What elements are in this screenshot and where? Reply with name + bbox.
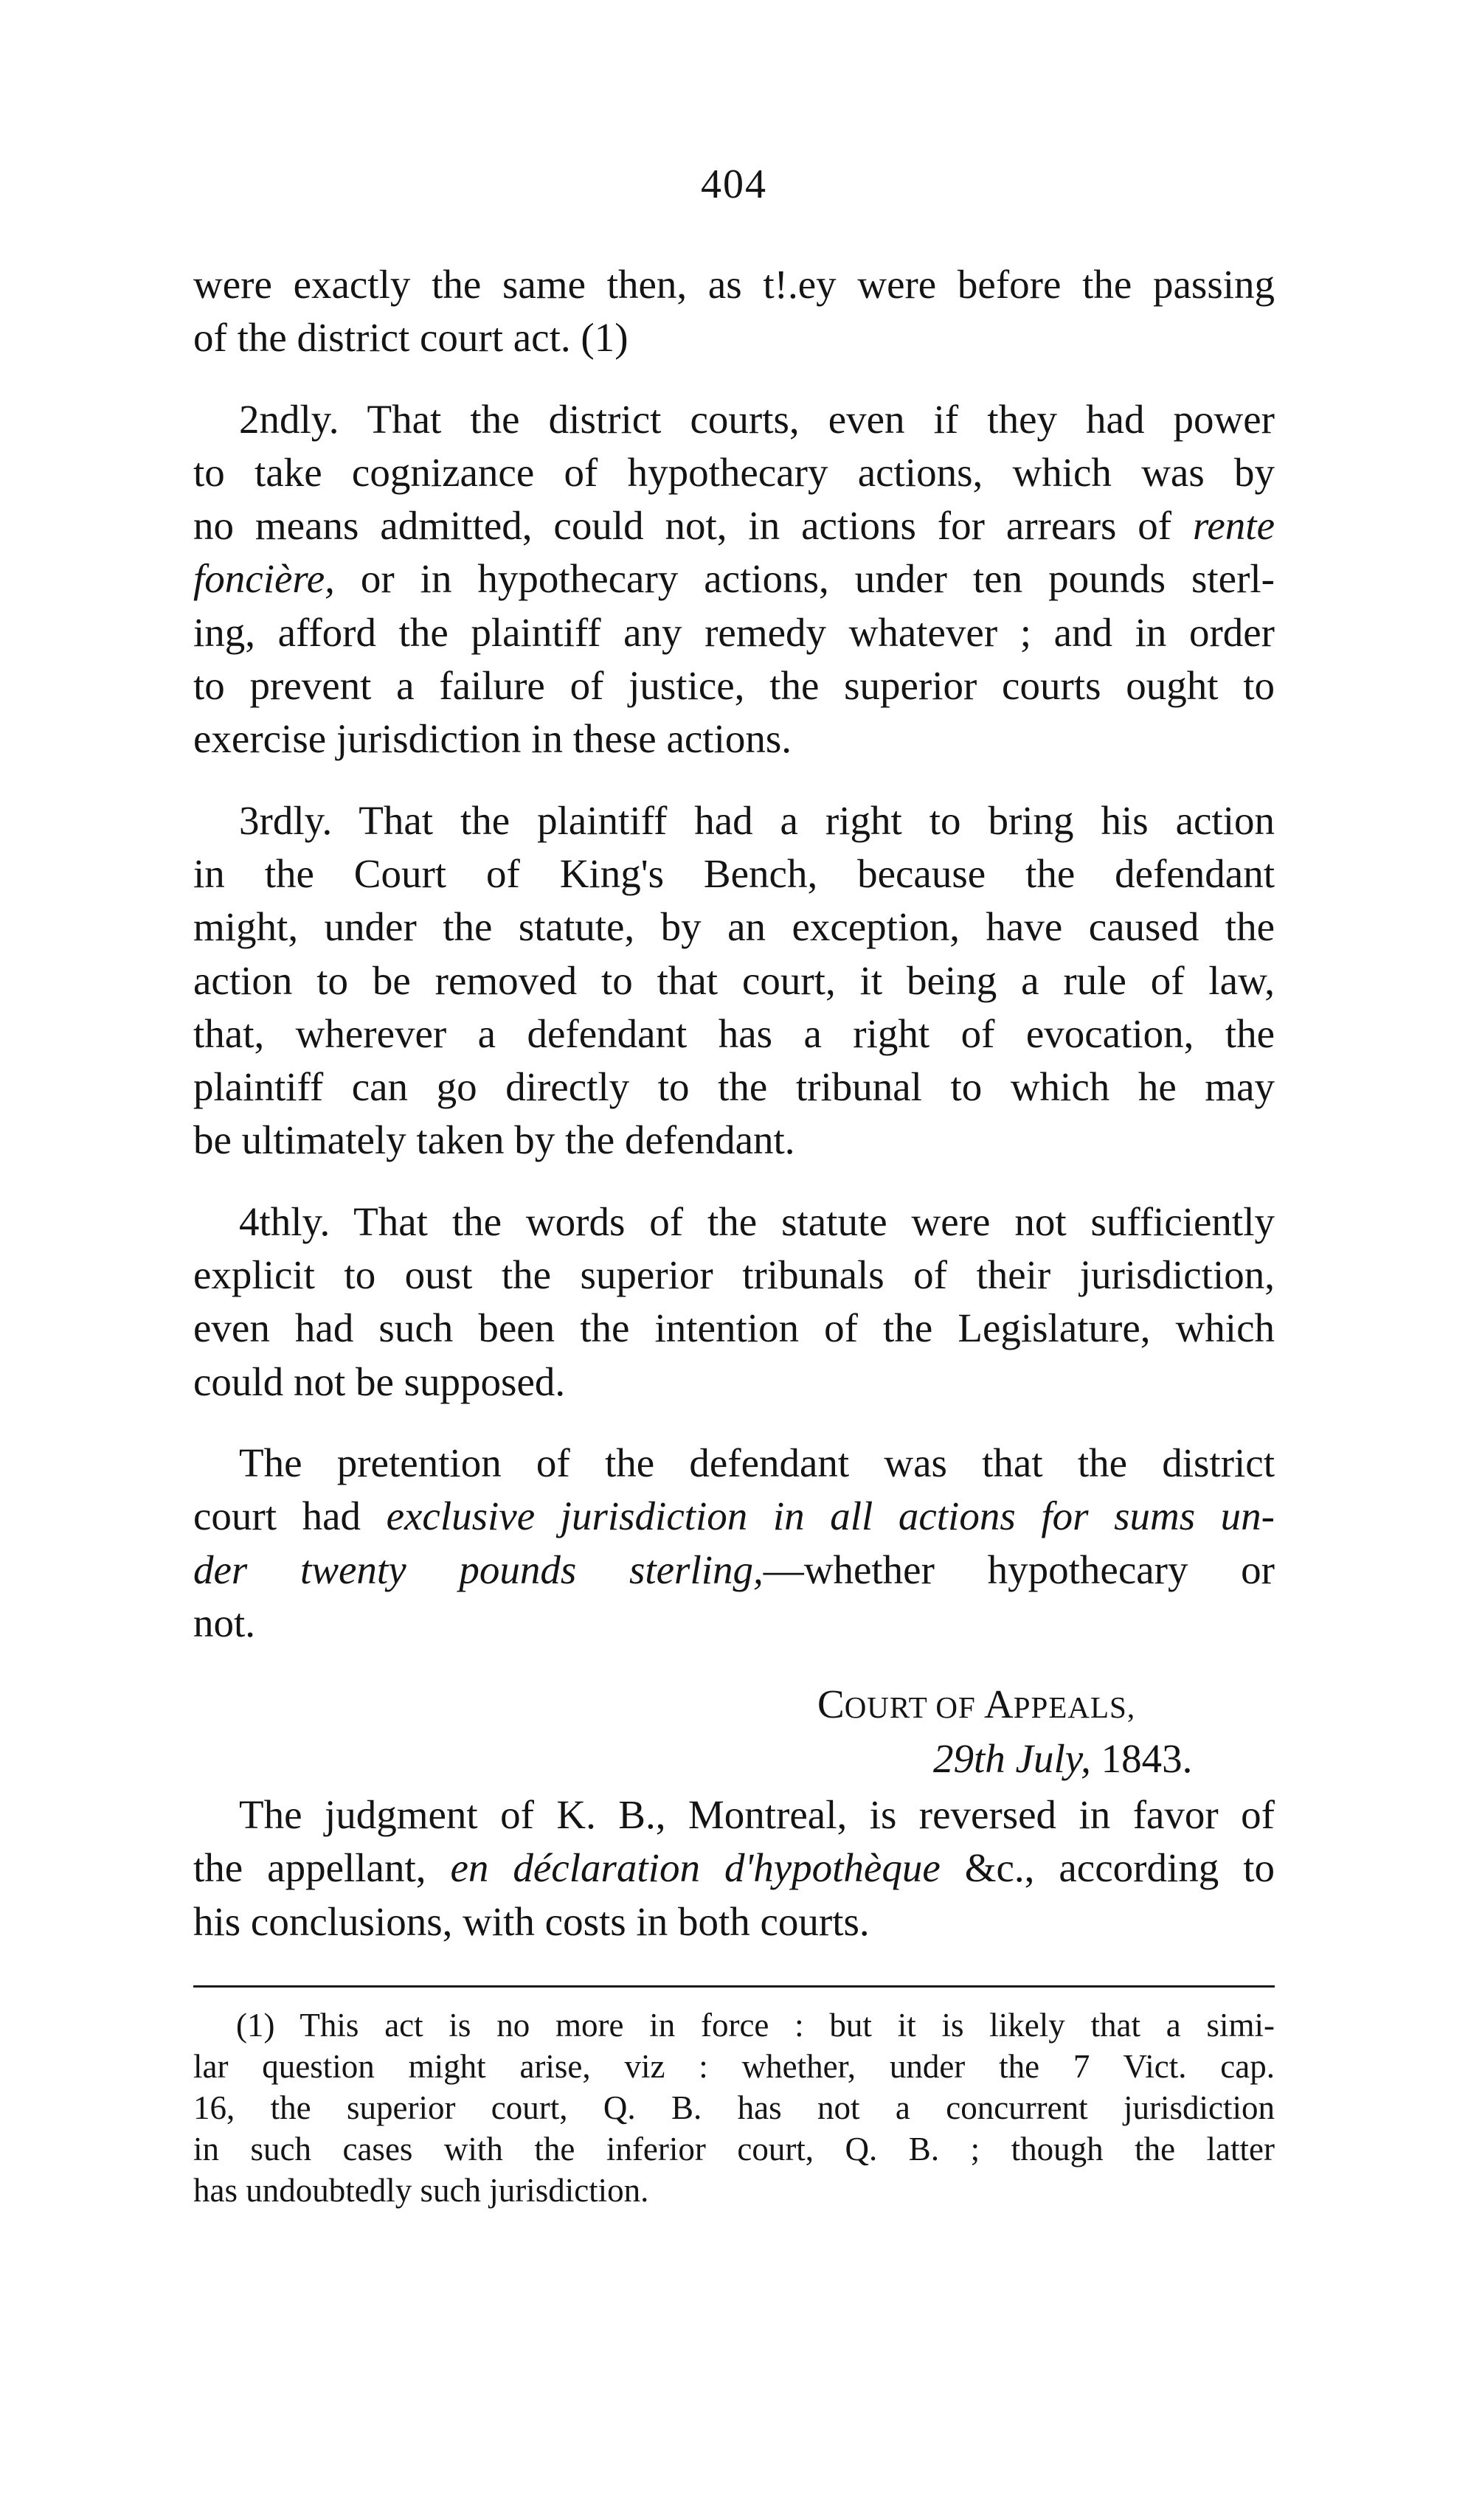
text-run: court had <box>193 1493 387 1539</box>
text-line: 4thly. That the words of the statute were not sufficiently <box>239 1198 1275 1244</box>
text-line: to take cognizance of hypothecary actions, which was by <box>193 449 1275 495</box>
page-body <box>193 258 1275 1948</box>
footnote-line: in such cases with the inferior court, Q. B. ; though the latter <box>193 2131 1275 2167</box>
text-line: that, wherever a defendant has a right of evocation, the <box>193 1010 1275 1056</box>
text-run: &c., according to <box>940 1845 1275 1891</box>
judgment-date: 29th July, 1843. <box>933 1736 1193 1782</box>
footnote-line: has undoubtedly such jurisdiction. <box>193 2172 649 2209</box>
text-run: the appellant, <box>193 1845 451 1891</box>
court-signature <box>193 1678 1275 1788</box>
footnote-line: lar question might arise, viz : whether, under the 7 Vict. cap. <box>193 2048 1275 2085</box>
paragraph-thirdly <box>193 794 1275 1167</box>
paragraph-pretention <box>193 1437 1275 1650</box>
text-line <box>193 499 1275 552</box>
italic-phrase: exclusive jurisdiction in all actions for sums un- <box>386 1493 1275 1539</box>
text-line: 2ndly. That the district courts, even if they had power <box>239 396 1275 442</box>
text-run: no means admitted, could not, in actions for arrears of <box>193 503 1194 549</box>
text-line: The pretention of the defendant was that the district <box>239 1440 1275 1485</box>
text-line: could not be supposed. <box>193 1358 566 1404</box>
page-number: 404 <box>701 162 767 207</box>
text-line: ing, afford the plaintiff any remedy whatever ; and in order <box>193 609 1275 655</box>
footnote-line: (1) This act is no more in force : but it is likely that a simi- <box>236 2007 1275 2044</box>
text-line: were exactly the same then, as t!.ey were before the passing <box>193 262 1275 307</box>
text-line: explicit to oust the superior tribunals of their jurisdiction, <box>193 1252 1275 1298</box>
text-line: be ultimately taken by the defendant. <box>193 1117 795 1163</box>
text-run: or in hypothecary actions, under ten pounds sterl- <box>334 556 1275 602</box>
text-line: of the district court act. (1) <box>193 315 629 361</box>
text-line: exercise jurisdiction in these actions. <box>193 716 792 762</box>
italic-phrase: en déclaration d'hypothèque <box>450 1845 941 1891</box>
text-line <box>193 552 1275 605</box>
text-line: his conclusions, with costs in both courts. <box>193 1898 870 1944</box>
text-line: even had such been the intention of the Legislature, which <box>193 1305 1275 1351</box>
text-line <box>193 1842 1275 1895</box>
italic-term: foncière, <box>193 556 335 602</box>
paragraph-secondly <box>193 393 1275 766</box>
paragraph-judgment <box>193 1788 1275 1948</box>
text-line: 3rdly. That the plaintiff had a right to bring his action <box>239 797 1275 843</box>
footnote-line: 16, the superior court, Q. B. has not a concurrent jurisdiction <box>193 2089 1275 2126</box>
text-line <box>193 1544 1275 1597</box>
footnote-divider <box>193 1985 1275 1988</box>
paragraph-continuation <box>193 258 1275 365</box>
italic-phrase: der twenty pounds sterling, <box>193 1547 764 1592</box>
italic-term: rente <box>1193 503 1275 549</box>
paragraph-fourthly <box>193 1195 1275 1409</box>
footnote <box>193 2004 1275 2211</box>
text-line: to prevent a failure of justice, the superior courts ought to <box>193 663 1275 709</box>
text-line: The judgment of K. B., Montreal, is reversed in favor of <box>239 1792 1275 1838</box>
court-name: COURT OF APPEALS, <box>817 1681 1136 1727</box>
text-line: not. <box>193 1600 256 1645</box>
text-line <box>193 1490 1275 1543</box>
text-line: action to be removed to that court, it being a rule of law, <box>193 957 1275 1003</box>
text-line: plaintiff can go directly to the tribunal to which he may <box>193 1064 1275 1110</box>
text-line: in the Court of King's Bench, because the defendant <box>193 850 1275 896</box>
text-run: —whether hypothecary or <box>763 1547 1275 1592</box>
text-line: might, under the statute, by an exception, have caused the <box>193 904 1275 950</box>
